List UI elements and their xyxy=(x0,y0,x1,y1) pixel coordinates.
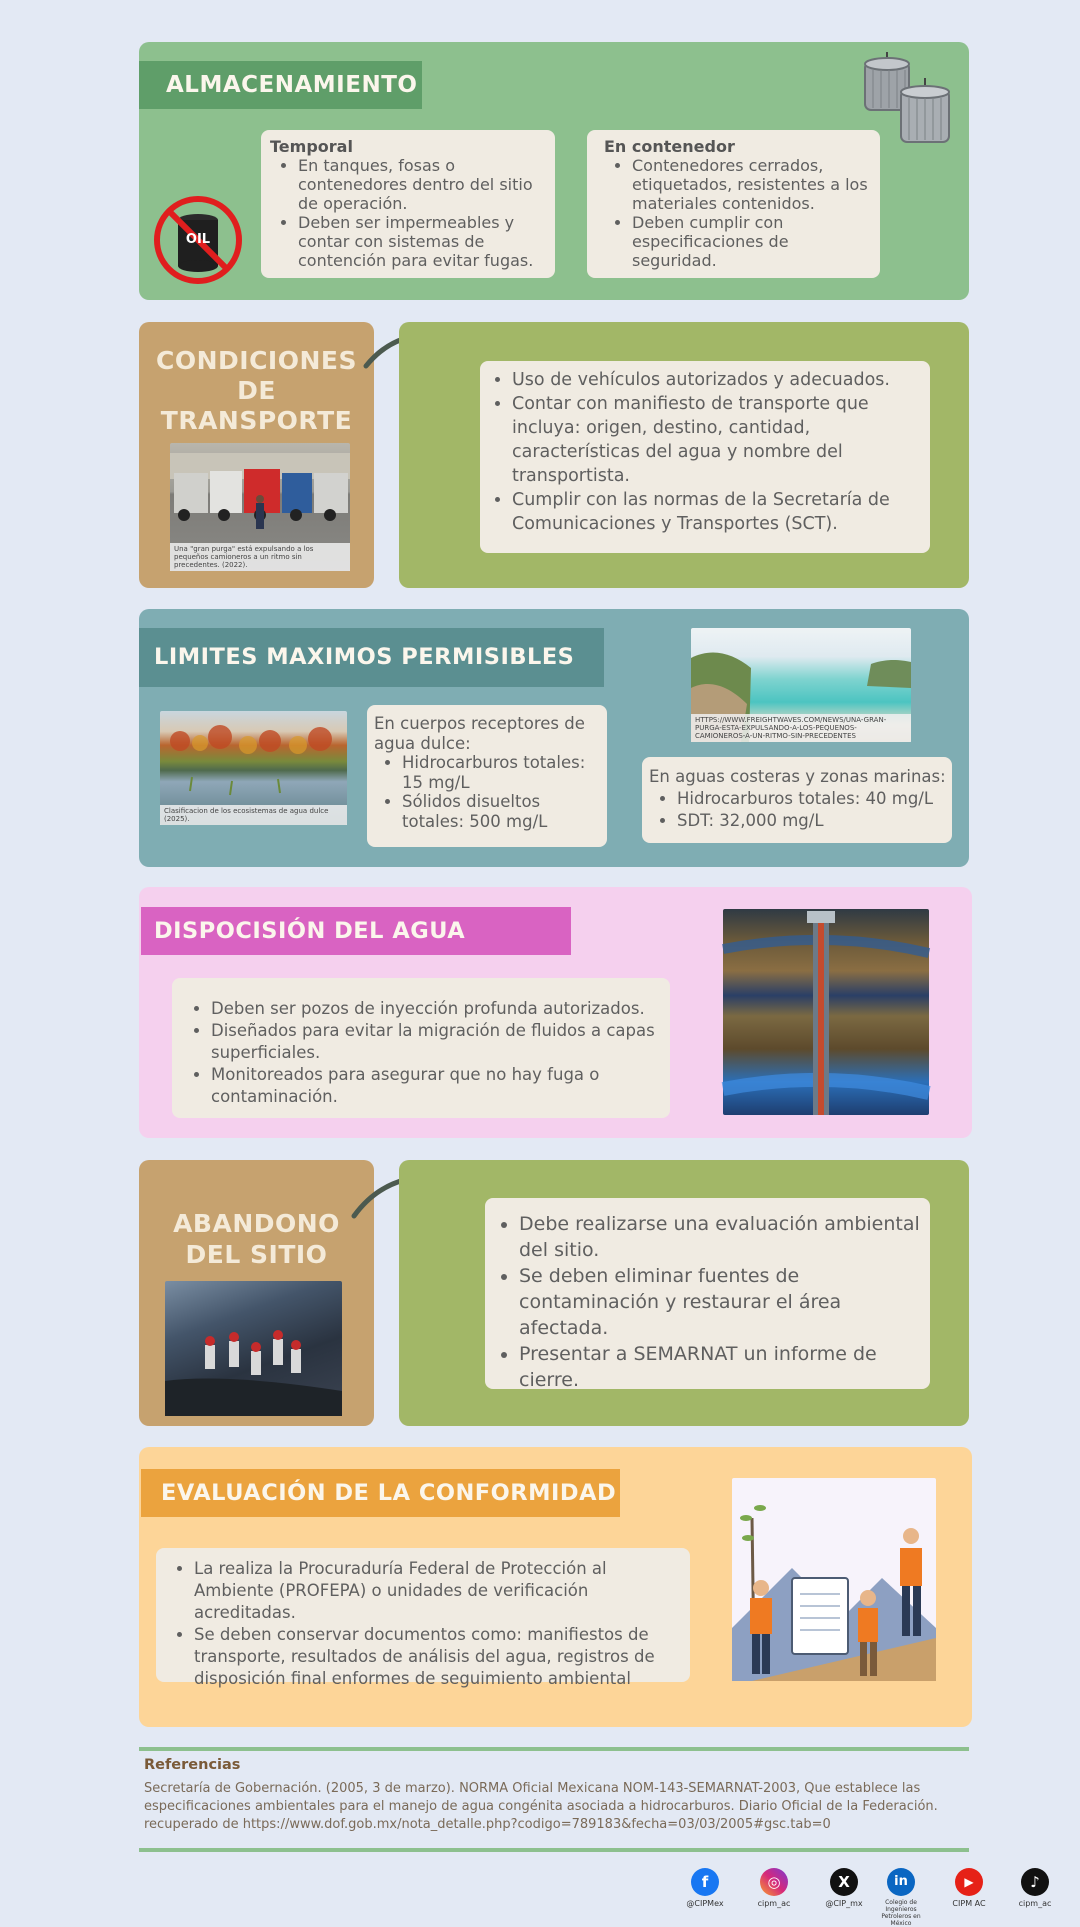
social-tiktok[interactable] xyxy=(1010,1868,1060,1908)
list-item: • Contar con manifiesto de transporte que incluya: origen, destino, cantidad, características del agua y nombre del transportista. xyxy=(512,392,922,488)
abandono-list xyxy=(491,1211,926,1393)
list-item: • Deben ser pozos de inyección profunda autorizados. xyxy=(211,998,660,1020)
evaluacion-box xyxy=(156,1548,690,1688)
contenedor-list xyxy=(604,156,870,270)
social-label: cipm_ac xyxy=(757,1899,791,1908)
referencias-bottom-rule xyxy=(139,1848,969,1852)
limites-title: LIMITES MAXIMOS PERMISIBLES xyxy=(139,628,604,687)
referencias-top-rule xyxy=(139,1747,969,1751)
list-item: • Deben cumplir con especificaciones de seguridad. xyxy=(632,213,870,270)
transporte-right-panel xyxy=(399,322,969,588)
aguas-costeras-box xyxy=(642,757,952,843)
agua-dulce-list xyxy=(374,753,601,831)
social-instagram[interactable] xyxy=(749,1868,799,1908)
linkedin-icon: in xyxy=(887,1868,915,1896)
list-item: • Sólidos disueltos totales: 500 mg/L xyxy=(402,792,601,831)
temporal-title: Temporal xyxy=(270,137,353,156)
agua-dulce-intro: En cuerpos receptores de agua dulce: xyxy=(374,714,585,753)
list-item: • Debe realizarse una evaluación ambiental del sitio. xyxy=(519,1211,926,1263)
list-item: • Se deben conservar documentos como: manifiestos de transporte, resultados de análisis del agua, registros de disposición final enformes de seguimiento ambiental xyxy=(194,1624,682,1690)
facebook-icon: f xyxy=(691,1868,719,1896)
list-item: • Hidrocarburos totales: 15 mg/L xyxy=(402,753,601,792)
transporte-box xyxy=(480,361,930,553)
injection-well-illustration xyxy=(723,909,929,1115)
social-facebook[interactable] xyxy=(680,1868,730,1908)
inspection-illustration xyxy=(732,1478,936,1681)
list-item: • Se deben eliminar fuentes de contaminación y restaurar el área afectada. xyxy=(519,1263,926,1341)
referencias-text: Secretaría de Gobernación. (2005, 3 de marzo). NORMA Oficial Mexicana NOM-143-SEMARNAT-2003, Que establece las especificaciones ambientales para el manejo de agua congénita asociada a hidrocarburos. Diario Oficial de la Federación. recuperado de https://www.dof.gob.mx/nota_detalle.php?codigo=789183&fecha=03/03/2005#gsc.tab=0 xyxy=(144,1781,938,1832)
referencias-title: Referencias xyxy=(144,1757,241,1773)
instagram-icon: ◎ xyxy=(760,1868,788,1896)
no-oil-label: OIL xyxy=(185,232,211,247)
almacenamiento-title: ALMACENAMIENTO xyxy=(139,61,422,109)
tiktok-icon: ♪ xyxy=(1021,1868,1049,1896)
disposicion-list xyxy=(183,998,660,1108)
social-label: Colegio de Ingenieros Petroleros en México xyxy=(881,1899,921,1927)
social-youtube[interactable] xyxy=(944,1868,994,1908)
list-item: • Monitoreados para asegurar que no hay fuga o contaminación. xyxy=(211,1064,660,1108)
almacenamiento-section xyxy=(139,42,969,300)
contenedor-title: En contenedor xyxy=(604,137,735,156)
social-label: CIPM AC xyxy=(952,1899,986,1908)
list-item: • Hidrocarburos totales: 40 mg/L xyxy=(677,788,948,810)
evaluacion-section xyxy=(139,1447,972,1727)
temporal-list xyxy=(270,156,545,270)
beach-photo xyxy=(691,628,911,742)
list-item: • En tanques, fosas o contenedores dentro del sitio de operación. xyxy=(298,156,545,213)
abandono-box xyxy=(485,1198,930,1389)
transporte-left-panel xyxy=(139,322,374,588)
lake-photo-caption: Clasificacion de los ecosistemas de agua dulce (2025). xyxy=(160,805,347,825)
list-item: • Uso de vehículos autorizados y adecuados. xyxy=(512,368,922,392)
list-item: • La realiza la Procuraduría Federal de Protección al Ambiente (PROFEPA) o unidades de verificación acreditadas. xyxy=(194,1558,682,1624)
social-x[interactable] xyxy=(819,1868,869,1908)
evaluacion-title: EVALUACIÓN DE LA CONFORMIDAD xyxy=(141,1469,620,1517)
social-label: @CIPMex xyxy=(686,1899,724,1908)
trucks-photo xyxy=(170,443,350,571)
list-item: • Contenedores cerrados, etiquetados, resistentes a los materiales contenidos. xyxy=(632,156,870,213)
list-item: • Presentar a SEMARNAT un informe de cierre. xyxy=(519,1341,926,1393)
transporte-list xyxy=(484,368,922,536)
list-item: • Cumplir con las normas de la Secretaría de Comunicaciones y Transportes (SCT). xyxy=(512,488,922,536)
list-item: • SDT: 32,000 mg/L xyxy=(677,810,948,832)
abandono-title xyxy=(139,1208,374,1270)
social-linkedin[interactable] xyxy=(876,1868,926,1927)
contenedor-box xyxy=(587,130,880,278)
abandono-right-panel xyxy=(399,1160,969,1426)
disposicion-section xyxy=(139,887,972,1138)
title-line: ABANDONO xyxy=(173,1209,340,1238)
list-item: • Deben ser impermeables y contar con sistemas de contención para evitar fugas. xyxy=(298,213,545,270)
list-item: • Diseñados para evitar la migración de fluidos a capas superficiales. xyxy=(211,1020,660,1064)
temporal-box xyxy=(261,130,555,278)
x-icon: X xyxy=(830,1868,858,1896)
title-line: DE xyxy=(237,376,276,405)
no-oil-icon xyxy=(152,194,244,286)
agua-dulce-box xyxy=(367,705,607,847)
evaluacion-list xyxy=(166,1558,682,1690)
disposicion-box xyxy=(172,978,670,1118)
social-label: @CIP_mx xyxy=(825,1899,863,1908)
youtube-icon: ▶ xyxy=(955,1868,983,1896)
lake-photo xyxy=(160,711,347,825)
aguas-costeras-intro: En aguas costeras y zonas marinas: xyxy=(649,767,946,786)
cleanup-photo xyxy=(165,1281,342,1416)
trucks-photo-caption: Una "gran purga" está expulsando a los pequeños camioneros a un ritmo sin precedentes. (2022). xyxy=(170,543,350,571)
transporte-title xyxy=(139,346,374,436)
abandono-left-panel xyxy=(139,1160,374,1426)
beach-photo-caption: HTTPS://WWW.FREIGHTWAVES.COM/NEWS/UNA-GRAN-PURGA-ESTA-EXPULSANDO-A-LOS-PEQUENOS-CAMIONEROS-A-UN-RITMO-SIN-PRECEDENTES xyxy=(691,714,911,742)
title-line: DEL SITIO xyxy=(185,1240,328,1269)
title-line: CONDICIONES xyxy=(156,346,357,375)
limites-section xyxy=(139,609,969,867)
title-line: TRANSPORTE xyxy=(160,406,353,435)
social-label: cipm_ac xyxy=(1018,1899,1052,1908)
aguas-costeras-list xyxy=(649,788,948,832)
disposicion-title: DISPOCISIÓN DEL AGUA xyxy=(141,907,571,955)
